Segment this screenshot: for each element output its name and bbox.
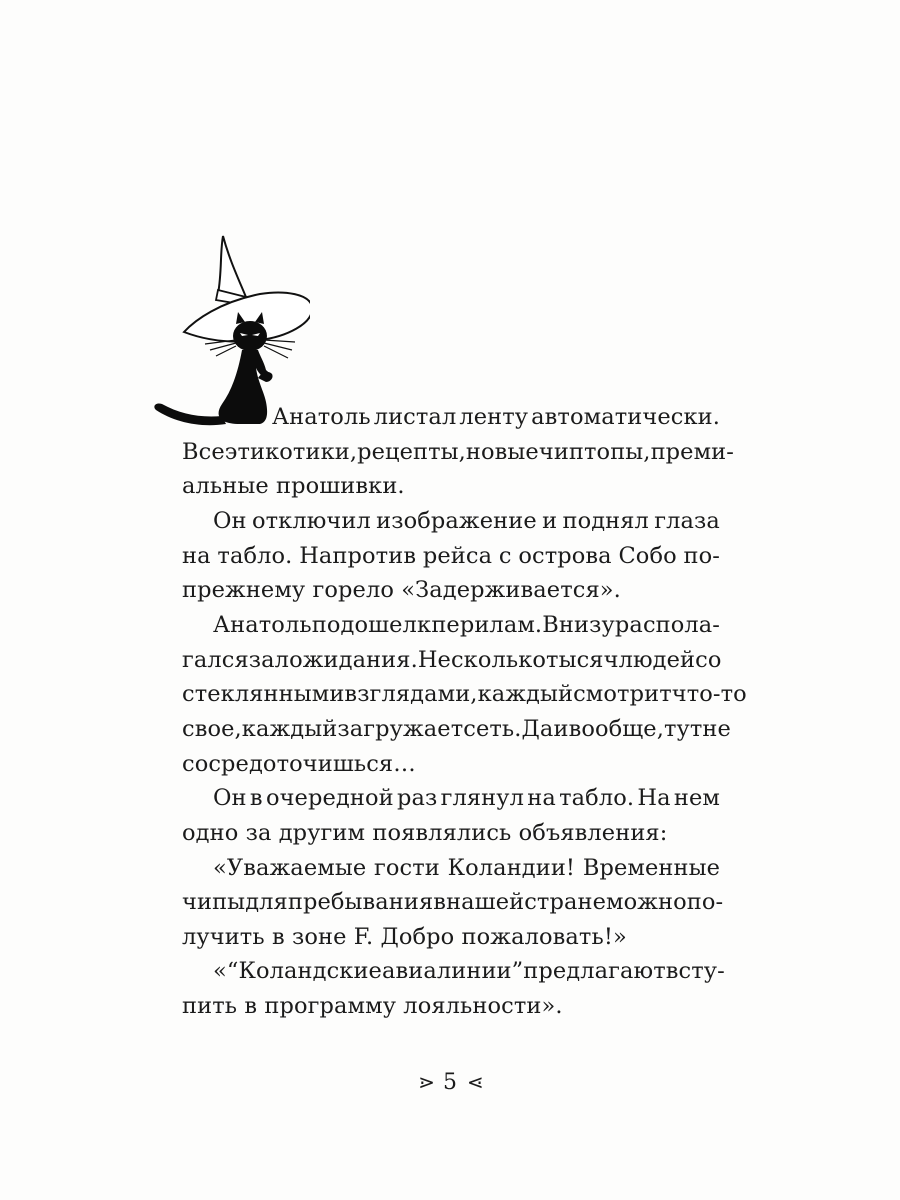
text-line-14 xyxy=(213,853,720,883)
text-line-1 xyxy=(272,402,720,432)
word: что-то xyxy=(671,681,747,707)
word: тут xyxy=(663,716,703,742)
left-ornament: ⋗ xyxy=(418,1070,433,1094)
word: табло. xyxy=(559,785,635,811)
word: чипы xyxy=(182,889,246,915)
word: Собо xyxy=(618,543,677,569)
word: вообще, xyxy=(568,716,664,742)
word: очередной xyxy=(265,785,394,811)
word: изображение xyxy=(376,508,537,534)
word: глянул xyxy=(440,785,524,811)
word: на xyxy=(182,543,211,569)
word: тысяч xyxy=(546,647,619,673)
word: каждый xyxy=(477,681,574,707)
word: эти xyxy=(224,439,266,465)
word: Временные xyxy=(582,855,720,881)
page-number-footer xyxy=(0,1067,900,1098)
word: Напротив xyxy=(299,543,417,569)
word: с xyxy=(498,543,512,569)
page-number: 5 xyxy=(443,1070,457,1095)
word: Коландии! xyxy=(447,855,576,881)
word: перилам. xyxy=(431,612,543,638)
word: гости xyxy=(374,855,440,881)
word: смотрит xyxy=(573,681,672,707)
text-line-2 xyxy=(182,437,734,467)
word: рецепты, xyxy=(357,439,466,465)
word: стране xyxy=(524,889,606,915)
word: преми- xyxy=(650,439,734,465)
word: автоматически. xyxy=(531,404,720,430)
word: для xyxy=(245,889,288,915)
text-line-13: одно за другим появлялись объявления: xyxy=(182,820,668,846)
word: по- xyxy=(683,543,720,569)
word: табло. xyxy=(217,543,293,569)
word: загружает xyxy=(337,716,464,742)
word: свое, xyxy=(182,716,242,742)
word: не xyxy=(702,716,731,742)
text-line-9 xyxy=(182,679,747,709)
word: глаза xyxy=(654,508,720,534)
word: чиптопы, xyxy=(538,439,651,465)
word: в xyxy=(433,889,447,915)
word: На xyxy=(637,785,671,811)
word: Он xyxy=(213,785,247,811)
word: всту- xyxy=(665,958,725,984)
text-line-15 xyxy=(182,887,724,917)
text-line-11: сосредоточишься… xyxy=(182,751,416,777)
word: к xyxy=(417,612,432,638)
word: гался xyxy=(182,647,249,673)
word: и xyxy=(553,716,569,742)
word: Несколько xyxy=(417,647,547,673)
word: ожидания. xyxy=(289,647,418,673)
word: Внизу xyxy=(542,612,615,638)
text-line-8 xyxy=(182,645,720,675)
word: «“Коландские xyxy=(213,958,382,984)
word: Он xyxy=(213,508,247,534)
word: острова xyxy=(518,543,612,569)
word: Да xyxy=(521,716,554,742)
text-line-7 xyxy=(213,610,720,640)
word: каждый xyxy=(241,716,338,742)
word: Все xyxy=(182,439,225,465)
text-line-17 xyxy=(213,956,725,986)
word: в xyxy=(249,785,263,811)
word: новые xyxy=(465,439,539,465)
word: и xyxy=(542,508,558,534)
text-line-6: прежнему горело «Задерживается». xyxy=(182,577,621,603)
word: сеть. xyxy=(463,716,522,742)
word: ленту xyxy=(459,404,529,430)
word: листал xyxy=(373,404,457,430)
text-line-18: пить в программу лояльности». xyxy=(182,993,563,1019)
word: отключил xyxy=(251,508,371,534)
word: рейса xyxy=(422,543,493,569)
word: со xyxy=(695,647,722,673)
text-line-16: лучить в зоне F. Добро пожаловать!» xyxy=(182,924,627,950)
word: пребывания xyxy=(287,889,434,915)
word: «Уважаемые xyxy=(213,855,367,881)
word: взглядами, xyxy=(344,681,478,707)
word: раз xyxy=(396,785,438,811)
text-line-12 xyxy=(213,783,720,813)
word: поднял xyxy=(562,508,649,534)
right-ornament: ⋖ xyxy=(467,1070,482,1094)
word: авиалинии” xyxy=(381,958,524,984)
word: людей xyxy=(618,647,696,673)
word: стеклянными xyxy=(182,681,345,707)
word: Анатоль xyxy=(213,612,312,638)
word: по- xyxy=(686,889,724,915)
text-line-5 xyxy=(182,541,720,571)
word: можно xyxy=(605,889,687,915)
word: котики, xyxy=(265,439,358,465)
word: на xyxy=(527,785,556,811)
word: нем xyxy=(673,785,720,811)
word: распола- xyxy=(614,612,720,638)
text-line-3: альные прошивки. xyxy=(182,473,405,499)
word: предлагают xyxy=(523,958,666,984)
word: нашей xyxy=(446,889,525,915)
word: Анатоль xyxy=(272,404,371,430)
word: подошел xyxy=(311,612,417,638)
word: зал xyxy=(248,647,290,673)
text-line-10 xyxy=(182,714,731,744)
text-line-4 xyxy=(213,506,720,536)
